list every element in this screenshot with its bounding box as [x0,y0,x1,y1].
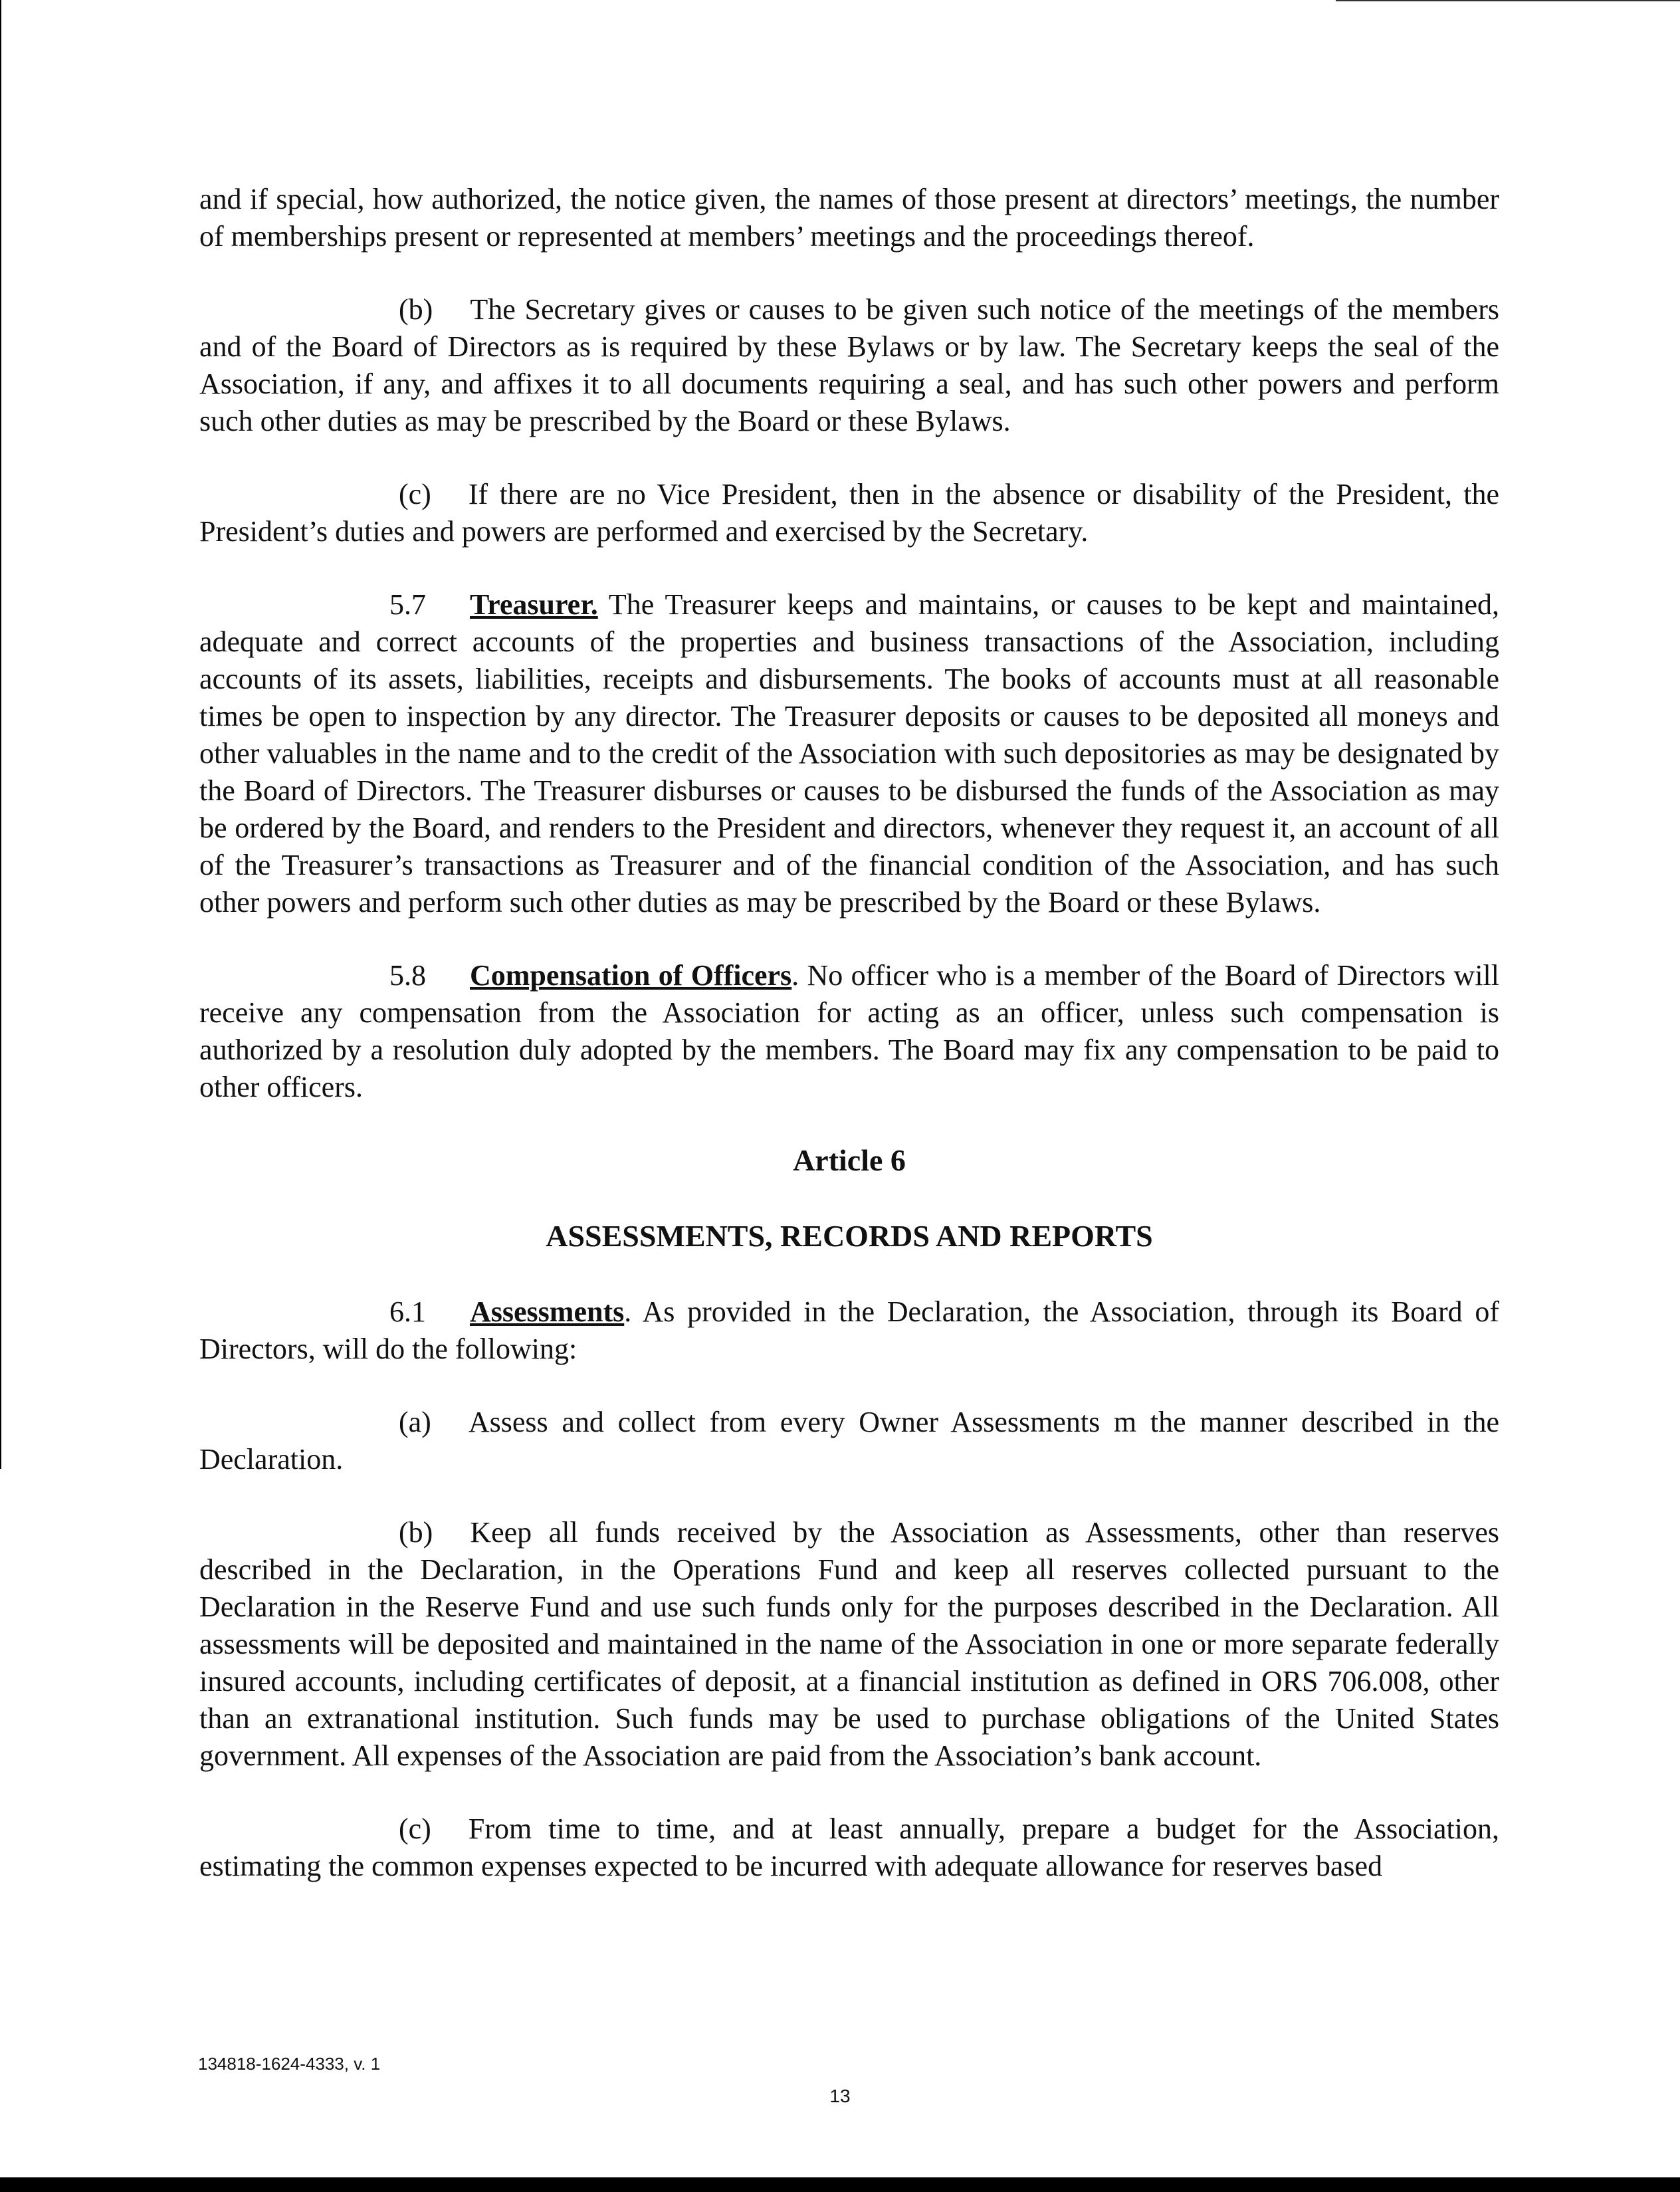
paragraph-text: The Secretary gives or causes to be given such notice of the meetings of the members and of the Board of Directors as is required by these Bylaws or by law. The Secretary keeps the seal of the Association, if any, and affixes it to all documents requiring a seal, and has such other powers and perform such other duties as may be prescribed by the Board or these Bylaws. [199,293,1499,437]
sub-item-6-1-b [199,1514,1499,1775]
article-title: Article 6 [793,1143,906,1177]
sub-item-6-1-a [199,1404,1499,1478]
section-text: The Treasurer keeps and maintains, or causes to be kept and maintained, adequate and correct accounts of the properties and business transactions of the Association, including accounts of its assets, liabilities, receipts and disbursements. The books of accounts must at all reasonable times be open to inspection by any director. The Treasurer deposits or causes to be deposited all moneys and other valuables in the name and to the credit of the Association with such depositories as may be designated by the Board of Directors. The Treasurer disburses or causes to be disbursed the funds of the Association as may be ordered by the Board, and renders to the President and directors, whenever they request it, an account of all of the Treasurer’s transactions as Treasurer and of the financial condition of the Association, and has such other powers and perform such other duties as may be prescribed by the Board or these Bylaws. [199,588,1499,919]
section-text: . No officer who is a member of the Board of Directors will receive any compensation from the Association for acting as an officer, unless such compensation is authorized by a resolution duly adopted by the members. The Board may fix any compensation to be paid to other officers. [199,959,1499,1103]
document-body [199,181,1499,1921]
scan-edge-bottom [0,2177,1680,2192]
section-5-7 [199,586,1499,921]
paragraph-text: If there are no Vice President, then in the absence or disability of the President, the President’s duties and powers are performed and exercised by the Secretary. [199,478,1499,548]
section-number: 5.7 [389,588,426,621]
sub-item-text: Keep all funds received by the Association as Assessments, other than reserves described in the Declaration, in the Operations Fund and keep all reserves collected pursuant to the Declaration in the Reserve Fund and use such funds only for the purposes described in the Declaration. All assessments will be deposited and maintained in the name of the Association in one or more separate federally insured accounts, including certificates of deposit, at a financial institution as defined in ORS 706.008, other than an extranational institution. Such funds may be used to purchase obligations of the United States government. All expenses of the Association are paid from the Association’s bank account. [199,1516,1499,1772]
paragraph-secretary-c [199,476,1499,550]
article-subtitle: ASSESSMENTS, RECORDS AND REPORTS [546,1219,1153,1253]
scan-edge-top [1336,0,1680,1]
section-number: 5.8 [389,959,426,992]
section-number: 6.1 [389,1295,426,1328]
scan-edge-left [0,0,1,1469]
paragraph-secretary-b [199,291,1499,440]
sub-item-label: (a) [399,1406,431,1438]
sub-item-label: (b) [399,1516,433,1549]
section-heading: Compensation of Officers [470,959,792,992]
footer-doc-id: 134818-1624-4333, v. 1 [198,2054,381,2074]
section-6-1 [199,1293,1499,1368]
paragraph-text: and if special, how authorized, the notice given, the names of those present at directors’ meetings, the number of memberships present or represented at members’ meetings and the proceedings thereof. [199,183,1499,253]
section-5-8 [199,957,1499,1106]
section-text: . As provided in the Declaration, the Association, through its Board of Directors, will do the following: [199,1295,1499,1365]
section-heading: Treasurer. [470,588,598,621]
page-number: 13 [829,2086,851,2106]
sub-item-label: (c) [399,1812,431,1845]
sub-item-text: From time to time, and at least annually, prepare a budget for the Association, estimating the common expenses expected to be incurred with adequate allowance for reserves based [199,1812,1499,1882]
section-heading: Assessments [470,1295,625,1328]
sub-item-label: (c) [399,478,431,510]
paragraph-continuation [199,181,1499,255]
sub-item-text: Assess and collect from every Owner Assessments m the manner described in the Declaration. [199,1406,1499,1476]
sub-item-6-1-c [199,1810,1499,1885]
sub-item-label: (b) [399,293,433,326]
